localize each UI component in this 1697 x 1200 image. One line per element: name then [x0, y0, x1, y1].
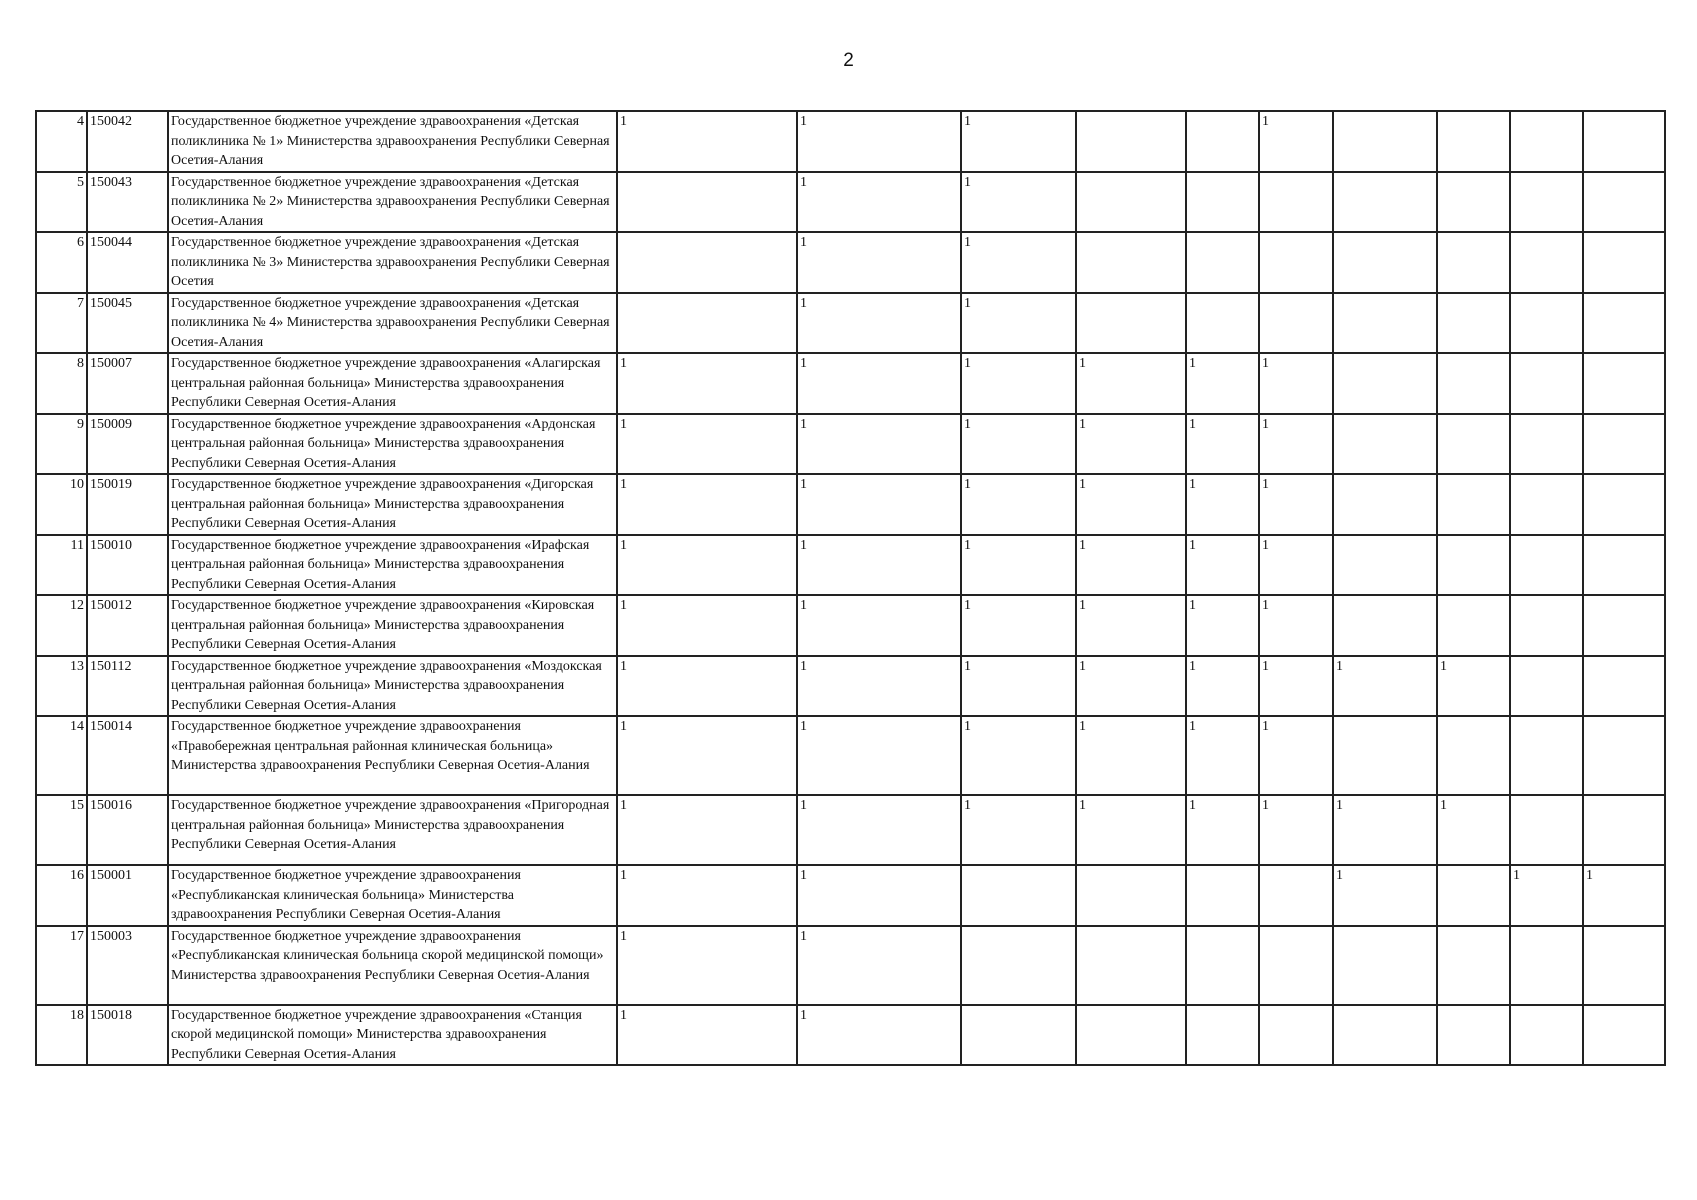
mark-cell: 1 [617, 865, 797, 926]
mark-cell [1076, 926, 1186, 1005]
mark-cell [1259, 232, 1333, 293]
mark-cell [1583, 595, 1665, 656]
table-row [36, 232, 1665, 293]
mark-cell [1333, 353, 1437, 414]
row-number: 12 [36, 595, 87, 656]
mark-cell [1510, 172, 1583, 233]
mark-cell: 1 [797, 656, 961, 717]
row-number: 11 [36, 535, 87, 596]
row-number: 6 [36, 232, 87, 293]
mark-cell [1510, 353, 1583, 414]
institution-code: 150043 [87, 172, 168, 233]
mark-cell: 1 [797, 595, 961, 656]
institution-name: Государственное бюджетное учреждение здравоохранения «Станция скорой медицинской помощи» Министерства здравоохранения Республики Северная Осетия-Алания [168, 1005, 617, 1066]
mark-cell: 1 [797, 865, 961, 926]
mark-cell: 1 [1259, 795, 1333, 865]
mark-cell [1437, 926, 1510, 1005]
table-row [36, 414, 1665, 475]
mark-cell [1076, 232, 1186, 293]
mark-cell: 1 [961, 414, 1076, 475]
mark-cell: 1 [617, 926, 797, 1005]
institution-code: 150016 [87, 795, 168, 865]
mark-cell [617, 232, 797, 293]
mark-cell [1437, 865, 1510, 926]
mark-cell [1437, 595, 1510, 656]
mark-cell: 1 [1186, 353, 1259, 414]
mark-cell [1333, 232, 1437, 293]
institution-code: 150007 [87, 353, 168, 414]
row-number: 16 [36, 865, 87, 926]
mark-cell: 1 [617, 353, 797, 414]
table-row [36, 535, 1665, 596]
mark-cell: 1 [1583, 865, 1665, 926]
mark-cell [1333, 595, 1437, 656]
mark-cell [1437, 232, 1510, 293]
mark-cell [1186, 172, 1259, 233]
mark-cell [1583, 795, 1665, 865]
table-row [36, 595, 1665, 656]
mark-cell [1333, 293, 1437, 354]
mark-cell: 1 [797, 414, 961, 475]
mark-cell [1333, 716, 1437, 795]
table-row [36, 865, 1665, 926]
mark-cell: 1 [961, 795, 1076, 865]
mark-cell [1583, 716, 1665, 795]
mark-cell [1510, 535, 1583, 596]
institution-code: 150019 [87, 474, 168, 535]
mark-cell: 1 [797, 926, 961, 1005]
institution-name: Государственное бюджетное учреждение здравоохранения «Кировская центральная районная больница» Министерства здравоохранения Республики Северная Осетия-Алания [168, 595, 617, 656]
institution-code: 150010 [87, 535, 168, 596]
institution-code: 150042 [87, 111, 168, 172]
mark-cell: 1 [617, 414, 797, 475]
mark-cell: 1 [1076, 716, 1186, 795]
institution-name: Государственное бюджетное учреждение здравоохранения «Детская поликлиника № 4» Министерства здравоохранения Республики Северная Осетия-Алания [168, 293, 617, 354]
institution-name: Государственное бюджетное учреждение здравоохранения «Правобережная центральная районная клиническая больница» Министерства здравоохранения Республики Северная Осетия-Алания [168, 716, 617, 795]
mark-cell: 1 [1076, 656, 1186, 717]
mark-cell: 1 [1259, 535, 1333, 596]
mark-cell: 1 [617, 1005, 797, 1066]
table-row [36, 474, 1665, 535]
institution-code: 150001 [87, 865, 168, 926]
mark-cell: 1 [1510, 865, 1583, 926]
mark-cell: 1 [797, 795, 961, 865]
mark-cell [1437, 535, 1510, 596]
mark-cell [1186, 865, 1259, 926]
row-number: 5 [36, 172, 87, 233]
institution-code: 150018 [87, 1005, 168, 1066]
mark-cell: 1 [1186, 595, 1259, 656]
mark-cell: 1 [961, 232, 1076, 293]
mark-cell: 1 [961, 293, 1076, 354]
mark-cell [1333, 172, 1437, 233]
mark-cell [1076, 172, 1186, 233]
mark-cell: 1 [1259, 716, 1333, 795]
mark-cell: 1 [797, 172, 961, 233]
institution-code: 150044 [87, 232, 168, 293]
mark-cell [1583, 414, 1665, 475]
row-number: 13 [36, 656, 87, 717]
table-row [36, 293, 1665, 354]
mark-cell: 1 [1186, 795, 1259, 865]
mark-cell: 1 [797, 293, 961, 354]
institution-name: Государственное бюджетное учреждение здравоохранения «Ардонская центральная районная больница» Министерства здравоохранения Республики Северная Осетия-Алания [168, 414, 617, 475]
mark-cell: 1 [1186, 414, 1259, 475]
mark-cell [1437, 353, 1510, 414]
institution-code: 150009 [87, 414, 168, 475]
mark-cell [1333, 111, 1437, 172]
mark-cell [1259, 293, 1333, 354]
table-row [36, 656, 1665, 717]
mark-cell [1437, 414, 1510, 475]
mark-cell: 1 [1259, 474, 1333, 535]
institution-name: Государственное бюджетное учреждение здравоохранения «Ирафская центральная районная больница» Министерства здравоохранения Республики Северная Осетия-Алания [168, 535, 617, 596]
mark-cell [1510, 474, 1583, 535]
table-row [36, 353, 1665, 414]
mark-cell: 1 [1186, 656, 1259, 717]
row-number: 17 [36, 926, 87, 1005]
mark-cell [1583, 293, 1665, 354]
mark-cell [1333, 474, 1437, 535]
institutions-table [35, 110, 1666, 1066]
row-number: 10 [36, 474, 87, 535]
mark-cell [1186, 111, 1259, 172]
table-row [36, 926, 1665, 1005]
mark-cell: 1 [1437, 795, 1510, 865]
mark-cell [1186, 926, 1259, 1005]
mark-cell [1076, 293, 1186, 354]
mark-cell: 1 [1076, 795, 1186, 865]
table-row [36, 716, 1665, 795]
mark-cell: 1 [961, 595, 1076, 656]
mark-cell: 1 [1259, 111, 1333, 172]
row-number: 7 [36, 293, 87, 354]
table-row [36, 795, 1665, 865]
mark-cell: 1 [961, 111, 1076, 172]
institution-code: 150112 [87, 656, 168, 717]
mark-cell [1583, 353, 1665, 414]
mark-cell [1259, 172, 1333, 233]
mark-cell [1186, 232, 1259, 293]
mark-cell [1186, 1005, 1259, 1066]
mark-cell: 1 [797, 474, 961, 535]
mark-cell: 1 [961, 656, 1076, 717]
mark-cell: 1 [1259, 414, 1333, 475]
institution-name: Государственное бюджетное учреждение здравоохранения «Детская поликлиника № 2» Министерства здравоохранения Республики Северная Осетия-Алания [168, 172, 617, 233]
mark-cell: 1 [797, 232, 961, 293]
mark-cell [1510, 795, 1583, 865]
mark-cell: 1 [1333, 656, 1437, 717]
mark-cell: 1 [1333, 865, 1437, 926]
mark-cell [1583, 1005, 1665, 1066]
table-row [36, 1005, 1665, 1066]
mark-cell: 1 [1259, 595, 1333, 656]
mark-cell [1437, 111, 1510, 172]
institution-name: Государственное бюджетное учреждение здравоохранения «Детская поликлиника № 3» Министерства здравоохранения Республики Северная Осетия [168, 232, 617, 293]
mark-cell: 1 [617, 595, 797, 656]
page-number: 2 [843, 50, 854, 71]
mark-cell [961, 865, 1076, 926]
institution-name: Государственное бюджетное учреждение здравоохранения «Пригородная центральная районная больница» Министерства здравоохранения Республики Северная Осетия-Алания [168, 795, 617, 865]
institution-name: Государственное бюджетное учреждение здравоохранения «Дигорская центральная районная больница» Министерства здравоохранения Республики Северная Осетия-Алания [168, 474, 617, 535]
institution-name: Государственное бюджетное учреждение здравоохранения «Республиканская клиническая больница» Министерства здравоохранения Республики Северная Осетия-Алания [168, 865, 617, 926]
mark-cell [1510, 293, 1583, 354]
table-row [36, 111, 1665, 172]
mark-cell: 1 [1186, 716, 1259, 795]
mark-cell: 1 [797, 353, 961, 414]
mark-cell: 1 [1437, 656, 1510, 717]
row-number: 15 [36, 795, 87, 865]
mark-cell [1510, 656, 1583, 717]
mark-cell: 1 [617, 795, 797, 865]
mark-cell: 1 [1076, 414, 1186, 475]
mark-cell [1437, 1005, 1510, 1066]
mark-cell [1437, 716, 1510, 795]
mark-cell [1186, 293, 1259, 354]
mark-cell [1333, 414, 1437, 475]
mark-cell: 1 [1186, 535, 1259, 596]
institution-name: Государственное бюджетное учреждение здравоохранения «Алагирская центральная районная больница» Министерства здравоохранения Республики Северная Осетия-Алания [168, 353, 617, 414]
mark-cell: 1 [617, 716, 797, 795]
mark-cell [617, 293, 797, 354]
row-number: 9 [36, 414, 87, 475]
mark-cell [1510, 1005, 1583, 1066]
row-number: 4 [36, 111, 87, 172]
mark-cell [1076, 111, 1186, 172]
mark-cell: 1 [1076, 353, 1186, 414]
mark-cell: 1 [961, 474, 1076, 535]
mark-cell [961, 926, 1076, 1005]
mark-cell [1333, 535, 1437, 596]
row-number: 18 [36, 1005, 87, 1066]
institution-code: 150045 [87, 293, 168, 354]
mark-cell [1583, 474, 1665, 535]
mark-cell [1510, 111, 1583, 172]
mark-cell: 1 [617, 474, 797, 535]
mark-cell [1583, 172, 1665, 233]
mark-cell: 1 [617, 656, 797, 717]
mark-cell [1437, 293, 1510, 354]
institution-name: Государственное бюджетное учреждение здравоохранения «Моздокская центральная районная больница» Министерства здравоохранения Республики Северная Осетия-Алания [168, 656, 617, 717]
mark-cell: 1 [1259, 353, 1333, 414]
mark-cell [1259, 865, 1333, 926]
mark-cell [1259, 1005, 1333, 1066]
mark-cell [1076, 1005, 1186, 1066]
mark-cell [1583, 535, 1665, 596]
mark-cell [1583, 111, 1665, 172]
mark-cell: 1 [961, 535, 1076, 596]
mark-cell: 1 [1186, 474, 1259, 535]
mark-cell: 1 [1333, 795, 1437, 865]
mark-cell: 1 [797, 716, 961, 795]
mark-cell: 1 [1076, 595, 1186, 656]
mark-cell: 1 [961, 353, 1076, 414]
mark-cell [1259, 926, 1333, 1005]
institution-code: 150012 [87, 595, 168, 656]
row-number: 8 [36, 353, 87, 414]
mark-cell [1076, 865, 1186, 926]
mark-cell: 1 [961, 716, 1076, 795]
mark-cell [1583, 926, 1665, 1005]
mark-cell: 1 [797, 111, 961, 172]
mark-cell [1437, 474, 1510, 535]
row-number: 14 [36, 716, 87, 795]
mark-cell [961, 1005, 1076, 1066]
mark-cell: 1 [961, 172, 1076, 233]
table-row [36, 172, 1665, 233]
mark-cell [1437, 172, 1510, 233]
mark-cell: 1 [1076, 474, 1186, 535]
mark-cell: 1 [797, 535, 961, 596]
mark-cell [617, 172, 797, 233]
mark-cell [1583, 232, 1665, 293]
mark-cell [1510, 414, 1583, 475]
mark-cell [1333, 926, 1437, 1005]
institution-code: 150014 [87, 716, 168, 795]
mark-cell: 1 [797, 1005, 961, 1066]
mark-cell: 1 [617, 535, 797, 596]
mark-cell [1510, 232, 1583, 293]
mark-cell [1510, 716, 1583, 795]
institution-name: Государственное бюджетное учреждение здравоохранения «Детская поликлиника № 1» Министерства здравоохранения Республики Северная Осетия-Алания [168, 111, 617, 172]
mark-cell: 1 [1076, 535, 1186, 596]
mark-cell: 1 [617, 111, 797, 172]
institution-name: Государственное бюджетное учреждение здравоохранения «Республиканская клиническая больница скорой медицинской помощи» Министерства здравоохранения Республики Северная Осетия-Алания [168, 926, 617, 1005]
mark-cell [1510, 595, 1583, 656]
mark-cell [1333, 1005, 1437, 1066]
institution-code: 150003 [87, 926, 168, 1005]
mark-cell [1583, 656, 1665, 717]
mark-cell [1510, 926, 1583, 1005]
mark-cell: 1 [1259, 656, 1333, 717]
